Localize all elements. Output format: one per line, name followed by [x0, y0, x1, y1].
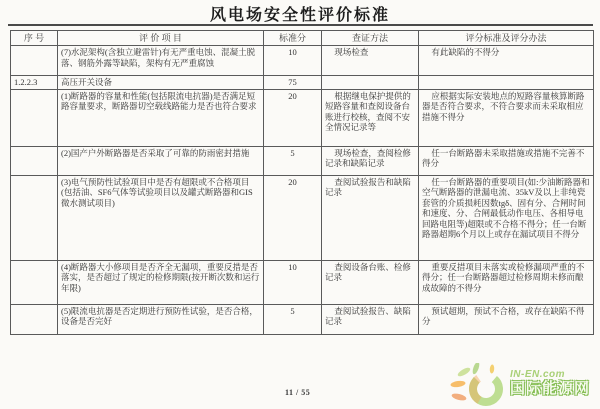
cell-score: 20	[264, 175, 322, 260]
cell-method: 现场检查，查阅检修记录和缺陷记录	[322, 146, 419, 175]
cell-serial	[11, 146, 58, 175]
cell-criteria: 有此缺陷的不得分	[419, 46, 594, 76]
cell-item: (1)断路器的容量和性能(包括限流电抗器)是否满足短路容量要求，断路器切空载线路能力是否也符合要求	[58, 89, 264, 146]
in-en-logo	[448, 363, 598, 409]
table-row	[11, 175, 594, 260]
cell-method: 现场检查	[322, 46, 419, 76]
cell-serial	[11, 89, 58, 146]
cell-method: 查阅试验报告、缺陷记录	[322, 304, 419, 334]
cell-serial	[11, 46, 58, 76]
cell-serial: 1.2.2.3	[11, 76, 58, 90]
cell-score: 75	[264, 76, 322, 90]
cell-method: 查阅设备台账、检修记录	[322, 260, 419, 304]
table-row	[11, 46, 594, 76]
cell-method	[322, 76, 419, 90]
col-header-serial: 序 号	[11, 31, 58, 46]
logo-brand-text: IN-EN.com	[510, 369, 566, 380]
cell-item: (2)国产户外断路器是否采取了可靠的防雨密封措施	[58, 146, 264, 175]
table-row	[11, 76, 594, 90]
col-header-score: 标准分	[264, 31, 322, 46]
cell-item: (7)水泥架构(含独立避雷针)有无严重电蚀、混凝土脱落、钢筋外露等缺陷，架构有无严重腐蚀	[58, 46, 264, 76]
cell-method: 根据继电保护提供的短路容量和查阅设备台账进行校核，查阅不安全情况记录等	[322, 89, 419, 146]
table-row	[11, 89, 594, 146]
cell-criteria: 任一台断路器未采取措施或措施不完善不得分	[419, 146, 594, 175]
cell-item: 高压开关设备	[58, 76, 264, 90]
title-underline	[8, 24, 593, 26]
cell-serial	[11, 175, 58, 260]
header-row	[11, 31, 594, 46]
col-header-criteria: 评分标准及评分办法	[419, 31, 594, 46]
logo-subtitle-text: 国际能源网	[510, 380, 591, 397]
cell-serial	[11, 304, 58, 334]
cell-item: (3)电气预防性试验项目中是否有超限或不合格项目(包括油、SF6气体等试验项目以及罐式断路器和GIS微水测试项目)	[58, 175, 264, 260]
page-number: 11 / 55	[285, 388, 311, 397]
cell-criteria: 任一台断路器的重要项目(如:少油断路器和空气断路器的泄漏电流、35kV及以上非纯瓷套管的介质损耗因数tgδ、固有分、合闸时间和速度、分、合闸最低动作电压、各相导电回路电阻等)超限或不合格不得分；任一台断路器超期6个月以上或存在漏试项目不得分	[419, 175, 594, 260]
cell-item: (4)断路器大小修项目是否齐全无漏项，重要反措是否落实，是否超过了规定的检修期限(按开断次数和运行年限)	[58, 260, 264, 304]
cell-criteria: 预试超期，预试不合格，或存在缺陷不得分	[419, 304, 594, 334]
cell-item: (5)限流电抗器是否定期进行预防性试验，是否合格，设备是否完好	[58, 304, 264, 334]
col-header-item: 评 价 项 目	[58, 31, 264, 46]
leaf-swirl-icon	[448, 363, 506, 409]
cell-score: 20	[264, 89, 322, 146]
cell-criteria	[419, 76, 594, 90]
evaluation-table	[10, 30, 594, 335]
cell-score: 10	[264, 46, 322, 76]
cell-score: 10	[264, 260, 322, 304]
cell-criteria: 应根据实际安装地点的短路容量核算断路器是否符合要求，不符合要求而未采取相应措施不得分	[419, 89, 594, 146]
cell-method: 查阅试验报告和缺陷记录	[322, 175, 419, 260]
cell-serial	[11, 260, 58, 304]
table-row	[11, 304, 594, 334]
cell-score: 5	[264, 146, 322, 175]
table-row	[11, 260, 594, 304]
page-title: 风电场安全性评价标准	[209, 7, 390, 24]
table-row	[11, 146, 594, 175]
cell-criteria: 重要反措项目未落实或检修漏项严重的不得分；任一台断路器超过检修周期未修而酿成故障的不得分	[419, 260, 594, 304]
col-header-method: 查证方法	[322, 31, 419, 46]
cell-score: 5	[264, 304, 322, 334]
